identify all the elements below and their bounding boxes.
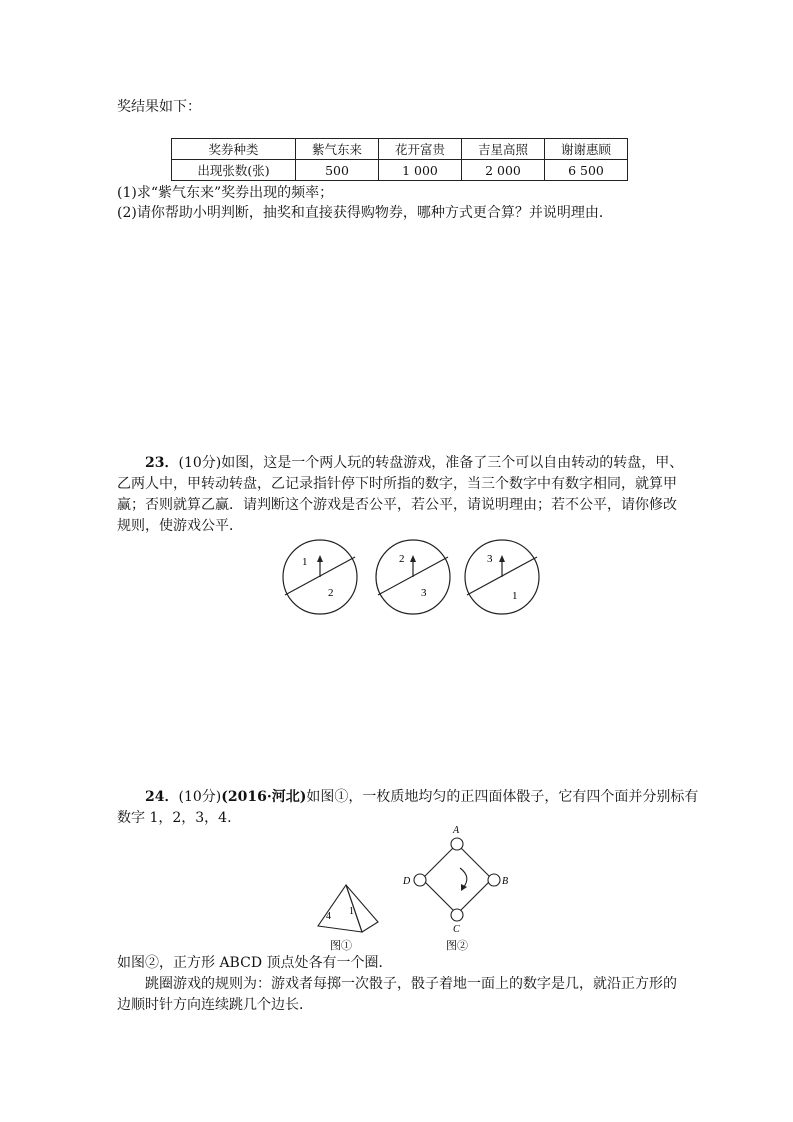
table-row (172, 160, 628, 181)
spinner-3-top: 3 (487, 553, 493, 565)
fig1-caption: 图① (330, 939, 352, 952)
q24-score: (10分) (178, 789, 222, 805)
q24-line3: 如图②，正方形 ABCD 顶点处各有一个圈． (117, 955, 393, 971)
spinners-figure (275, 535, 550, 620)
q24-text1: 如图①，一枚质地均匀的正四面体骰子，它有四个面并分别标有 (306, 789, 699, 805)
q24-line1 (145, 787, 698, 807)
q23-line1 (145, 453, 683, 473)
tetrahedron-figure (318, 885, 378, 952)
spinner-2 (376, 540, 450, 614)
q23-line4: 规则，使游戏公平． (117, 518, 243, 534)
prize-table (171, 138, 628, 181)
spinner-2-bottom: 3 (421, 587, 427, 599)
table-cell: 6 500 (545, 160, 628, 181)
spinner-2-top: 2 (399, 553, 405, 565)
table-header: 奖券种类 (172, 139, 296, 160)
table-header: 谢谢惠顾 (545, 139, 628, 160)
vertex-a-label: A (453, 825, 460, 836)
q23-number: 23． (145, 455, 179, 471)
table-cell: 2 000 (462, 160, 545, 181)
vertex-b-label: B (502, 876, 509, 887)
table-header: 紫气东来 (296, 139, 379, 160)
q24-line5: 边顺时针方向连续跳几个边长． (117, 997, 313, 1013)
square-figure (402, 825, 508, 952)
spinner-3-bottom: 1 (512, 590, 518, 602)
dice-figures (310, 822, 525, 954)
q23-line3: 赢；否则就算乙赢．请判断这个游戏是否公平，若公平，请说明理由；若不公平，请你修改 (117, 497, 677, 513)
q24-number: 24． (145, 789, 179, 805)
q23-line2: 乙两人中，甲转动转盘，乙记录指针停下时所指的数字，当三个数字中有数字相同，就算甲 (117, 476, 677, 492)
q22-part2: (2)请你帮助小明判断，抽奖和直接获得购物券，哪种方式更合算？并说明理由． (117, 205, 613, 221)
q24-source: (2016·河北) (221, 789, 307, 805)
table-cell: 1 000 (379, 160, 462, 181)
vertex-d-label: D (403, 876, 411, 887)
table-header: 花开富贵 (379, 139, 462, 160)
table-header: 吉星高照 (462, 139, 545, 160)
q24-line4: 跳圈游戏的规则为：游戏者每掷一次骰子，骰子着地一面上的数字是几，就沿正方形的 (145, 976, 677, 992)
spinner-3 (465, 540, 539, 614)
tetra-face-1: 1 (349, 906, 354, 917)
intro-line: 奖结果如下： (117, 99, 201, 115)
table-row (172, 139, 628, 160)
vertex-c-label: C (453, 924, 460, 935)
q23-text1: (10分)如图，这是一个两人玩的转盘游戏，准备了三个可以自由转动的转盘，甲、 (178, 455, 684, 471)
q24-line2: 数字 1，2，3，4. (117, 810, 232, 826)
spinner-1-bottom: 2 (328, 587, 334, 599)
spinner-1 (283, 540, 357, 614)
tetra-face-4: 4 (326, 911, 331, 922)
table-cell: 500 (296, 160, 379, 181)
spinner-1-top: 1 (302, 556, 308, 568)
row-label: 出现张数(张) (172, 160, 296, 181)
q22-part1: (1)求“紫气东来”奖券出现的频率； (117, 185, 334, 201)
fig2-caption: 图② (446, 939, 468, 952)
